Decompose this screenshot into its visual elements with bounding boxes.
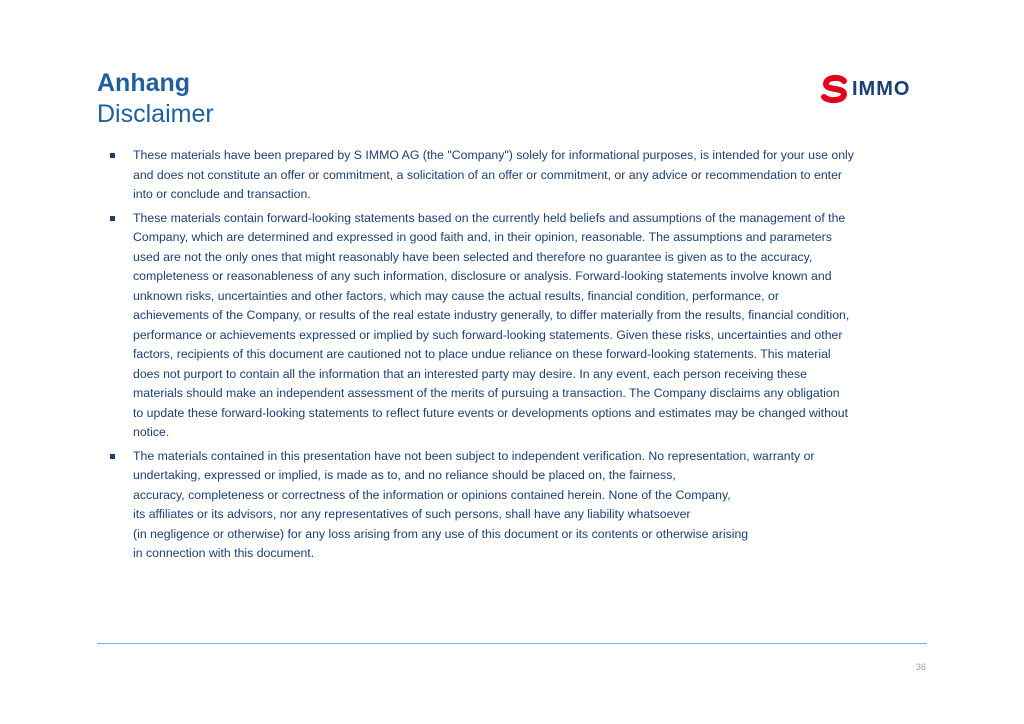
s-logo-icon	[820, 74, 850, 104]
s-immo-logo	[820, 72, 920, 106]
title-block	[97, 68, 214, 130]
text-line: performance or achievements expressed or implied by such forward-looking statements. Given these risks, uncertainties and other	[133, 327, 843, 342]
bullet-item	[107, 146, 919, 205]
logo-text: IMMO	[852, 78, 911, 100]
text-line: and does not constitute an offer or commitment, a solicitation of an offer or commitment, or any advice or recommendation to enter	[133, 167, 843, 182]
text-line: These materials contain forward-looking statements based on the currently held beliefs and assumptions of the management of the	[133, 210, 846, 225]
text-line: does not purport to contain all the information that an interested party may desire. In any event, each person receiving these	[133, 366, 807, 381]
text-line: in connection with this document.	[133, 546, 315, 560]
square-bullet-icon	[110, 216, 115, 221]
bullet-item	[107, 447, 919, 564]
text-line: The materials contained in this presentation have not been subject to independent verification. No representation, warranty or	[133, 448, 815, 463]
text-line: its affiliates or its advisors, nor any representatives of such persons, shall have any liability whatsoever	[133, 507, 691, 521]
text-line: undertaking, expressed or implied, is made as to, and no reliance should be placed on, the fairness,	[133, 468, 676, 482]
text-line: into or conclude and transaction.	[133, 187, 311, 201]
text-line: unknown risks, uncertainties and other factors, which may cause the actual results, financial condition, performance, or	[133, 288, 779, 303]
page-number: 36	[915, 662, 926, 672]
page-title: Anhang	[97, 69, 191, 97]
bullet-list	[107, 146, 919, 564]
text-line: used are not the only ones that might reasonably have been selected and therefore no guarantee is given as to the accuracy,	[133, 249, 813, 264]
text-line: Company, which are determined and expressed in good faith and, in their opinion, reasonable. The assumptions and parameters	[133, 230, 832, 244]
text-line: (in negligence or otherwise) for any loss arising from any use of this document or its contents or otherwise arising	[133, 526, 749, 541]
bullet-item	[107, 209, 919, 443]
text-line: notice.	[133, 425, 170, 439]
disclaimer-content	[107, 146, 919, 568]
text-line: factors, recipients of this document are cautioned not to place undue reliance on these forward-looking statements. This material	[133, 347, 831, 361]
footer-divider	[97, 643, 927, 644]
page-subtitle: Disclaimer	[97, 100, 214, 128]
text-line: completeness or reasonableness of any such information, disclosure or analysis. Forward-looking statements involve known and	[133, 269, 832, 283]
text-line: accuracy, completeness or correctness of the information or opinions contained herein. None of the Company,	[133, 487, 731, 502]
square-bullet-icon	[110, 454, 115, 459]
text-line: materials should make an independent assessment of the merits of pursuing a transaction. The Company disclaims any obligation	[133, 386, 840, 400]
square-bullet-icon	[110, 153, 115, 158]
text-line: achievements of the Company, or results of the real estate industry generally, to differ materially from the results, financial condition,	[133, 308, 850, 322]
text-line: These materials have been prepared by S IMMO AG (the "Company") solely for informational purposes, is intended for your use only	[133, 148, 854, 162]
text-line: to update these forward-looking statements to reflect future events or developments options and estimates may be changed without	[133, 405, 848, 420]
